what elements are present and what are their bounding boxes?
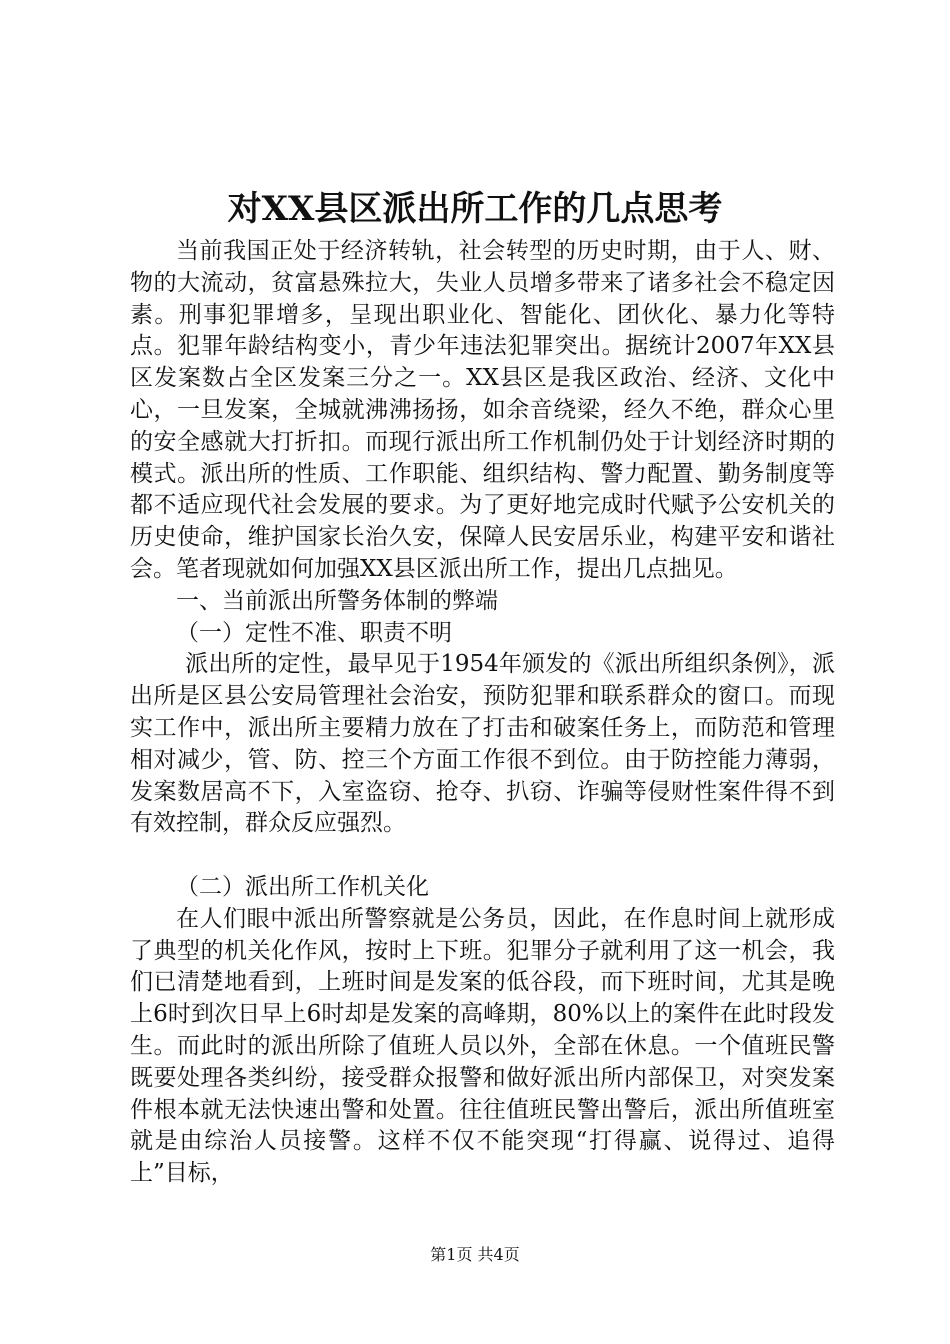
section-heading-1: 一、当前派出所警务体制的弊端 [176, 587, 498, 614]
subsection-heading-2: （二）派出所工作机关化 [176, 873, 429, 900]
subsection-heading-1: （一）定性不准、职责不明 [176, 619, 452, 646]
paragraph-subsection-2: 在人们眼中派出所警察就是公务员，因此，在作息时间上就形成了典型的机关化作风，按时上下班。犯罪分子就利用了这一机会，我们已清楚地看到，上班时间是发案的低谷段，而下班时间，尤其是晚上6时到次日早上6时却是发案的高峰期，80%以上的案件在此时段发生。而此时的派出所除了值班人员以外，全部在休息。一个值班民警既要处理各类纠纷，接受群众报警和做好派出所内部保卫，对突发案件根本就无法快速出警和处置。往往值班民警出警后，派出所值班室就是由综治人员接警。这样不仅不能突现“打得赢、说得过、追得上”目标， [130, 905, 835, 1187]
document-body [130, 236, 835, 1190]
page-footer: 第1页 共4页 [430, 1245, 520, 1264]
paragraph-subsection-1: 派出所的定性，最早见于1954年颁发的《派出所组织条例》，派出所是区县公安局管理社会治安，预防犯罪和联系群众的窗口。而现实工作中，派出所主要精力放在了打击和破案任务上，而防范和管理相对减少，管、防、控三个方面工作很不到位。由于防控能力薄弱，发案数居高不下，入室盗窃、抢夺、扒窃、诈骗等侵财性案件得不到有效控制，群众反应强烈。 [130, 651, 835, 837]
paragraph-intro: 当前我国正处于经济转轨，社会转型的历史时期，由于人、财、物的大流动，贫富悬殊拉大，失业人员增多带来了诸多社会不稳定因素。刑事犯罪增多，呈现出职业化、智能化、团伙化、暴力化等特点。犯罪年龄结构变小，青少年违法犯罪突出。据统计2007年XX县区发案数占全区发案三分之一。XX县区是我区政治、经济、文化中心，一旦发案，全城就沸沸扬扬，如余音绕梁，经久不绝，群众心里的安全感就大打折扣。而现行派出所工作机制仍处于计划经济时期的模式。派出所的性质、工作职能、组织结构、警力配置、勤务制度等都不适应现代社会发展的要求。为了更好地完成时代赋予公安机关的历史使命，维护国家长治久安，保障人民安居乐业，构建平安和谐社会。笔者现就如何加强XX县区派出所工作，提出几点拙见。 [130, 238, 835, 582]
document-title: 对XX县区派出所工作的几点思考 [227, 189, 723, 229]
